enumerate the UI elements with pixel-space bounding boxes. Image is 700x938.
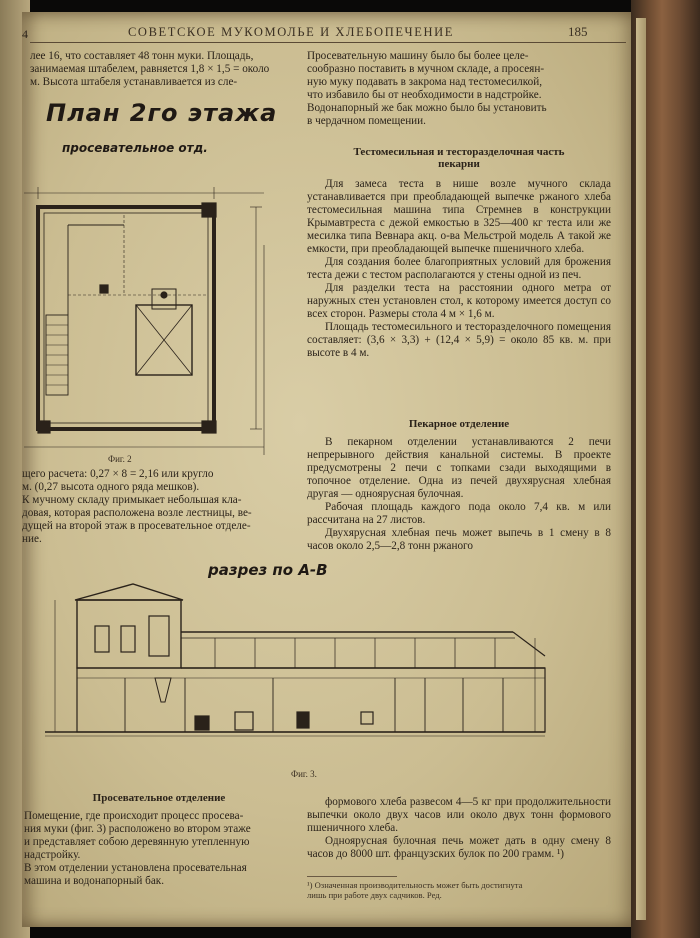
- paragraph: Для замеса теста в нише возле мучного склада устанавливается при преобладающей выпечке ржаного хлеба тестомесильная машина типа Стремнев в конструкции Крымавтреста с дежой емкостью в 325—400 кг теста или же месилка типа Вевнара акц. о-ва Мельстрой модель А такой же емкости, при преобладающей выпечке пшеничного хлеба.: [307, 178, 611, 255]
- text-line: что избавило бы от необходимости в надстройке.: [307, 89, 542, 101]
- text-line: и представляет собою деревянную утепленную: [24, 836, 250, 848]
- left-column-top-text: [30, 50, 295, 89]
- text-line: довая, которая расположена возле лестницы, ве-: [22, 507, 252, 519]
- superstructure-roof: [75, 584, 183, 600]
- text-line: лее 16, что составляет 48 тонн муки. Площадь,: [30, 50, 254, 62]
- paragraph: Рабочая площадь каждого пода около 7,4 кв. м или рассчитана на 27 листов.: [307, 501, 611, 526]
- footnote-line: ¹) Означенная производительность может быть достигнута: [307, 880, 523, 890]
- page-number: 185: [568, 24, 588, 39]
- text-line: сообразно поставить в мучном складе, а просеян-: [307, 63, 545, 75]
- paragraph: Для создания более благоприятных условий для брожения теста дежи с тестом располагаются у стены одной из печ.: [307, 256, 611, 281]
- figure-2-caption: Фиг. 2: [108, 454, 132, 464]
- heading-line: пекарни: [438, 158, 480, 170]
- text-line: В этом отделении установлена просевательная: [24, 862, 247, 874]
- building-section-drawing: [45, 582, 565, 757]
- right-column-bottom-text: [307, 796, 611, 861]
- text-line: машина и водонапорный бак.: [24, 875, 165, 887]
- figure-2-handwritten-subtitle: просевательное отд.: [62, 141, 208, 155]
- section-heading-dough: [307, 146, 611, 170]
- text-line: занимаемая штабелем, равняется 1,8 × 1,5 = около: [30, 63, 270, 75]
- text-line: Просевательную машину было бы более целе-: [307, 50, 529, 62]
- paragraph: Площадь тестомесильного и тесторазделочного помещения составляет: (3,6 × 3,3) + (12,4 × 5,9) = около 85 кв. м. при высоте в 4 м.: [307, 321, 611, 359]
- paragraph: формового хлеба развесом 4—5 кг при продолжительности выпечки около двух часов или около двух тонн формового пшеничного хлеба.: [307, 796, 611, 834]
- text-line: Помещение, где происходит процесс просева-: [24, 810, 244, 822]
- page-block-edge: [636, 18, 646, 920]
- inner-wall-line: [44, 213, 208, 423]
- left-column-mid-text: [22, 468, 294, 546]
- left-page-fragment: 4: [22, 27, 28, 41]
- header-rule: [30, 42, 626, 43]
- figure-2-handwritten-title: План 2го этажа: [46, 99, 278, 127]
- figure-3-caption: Фиг. 3.: [291, 769, 317, 779]
- text-line: м. (0,27 высота одного ряда мешков).: [22, 481, 200, 493]
- footnote: [307, 880, 611, 900]
- text-line: ние.: [22, 533, 42, 545]
- text-line: надстройку.: [24, 849, 81, 861]
- heading-line: Тестомесильная и тесторазделочная часть: [353, 146, 565, 158]
- paragraph: Двухярусная хлебная печь может выпечь в 1 смену в 8 часов около 2,5—2,8 тонн ржаного: [307, 527, 611, 552]
- outer-wall: [38, 207, 214, 429]
- text-line: дущей на второй этаж в просевательное отделе-: [22, 520, 251, 532]
- section-bakery-text: [307, 436, 611, 553]
- paragraph: Для разделки теста на расстоянии одного метра от наружных стен установлен стол, к которому имеется доступ со всех сторон. Размеры стола 4 м × 1,6 м.: [307, 282, 611, 320]
- text-line: ную муку подавать в закрома над тестомесилкой,: [307, 76, 542, 88]
- section-heading-sifting: Просевательное отделение: [92, 792, 226, 804]
- text-line: Водонапорный же бак можно было бы установить: [307, 102, 547, 114]
- superstructure: [77, 600, 181, 668]
- ground-floor: [77, 668, 545, 732]
- text-line: в чердачном помещении.: [307, 115, 426, 127]
- text-line: К мучному складу примыкает небольшая кла-: [22, 494, 242, 506]
- floor-plan-drawing: [24, 185, 284, 465]
- paragraph: Одноярусная булочная печь может дать в одну смену 8 часов до 8000 шт. французских булок по 200 грамм. ¹): [307, 835, 611, 860]
- right-column-intro: [307, 50, 611, 128]
- text-line: щего расчета: 0,27 × 8 = 2,16 или кругло: [22, 468, 214, 480]
- left-column-bottom-text: [24, 810, 294, 888]
- running-header: [128, 19, 628, 41]
- section-heading-bakery: Пекарное отделение: [408, 418, 510, 430]
- figure-3-handwritten-title: разрез по А-В: [208, 561, 328, 579]
- text-line: ния муки (фиг. 3) расположено во втором этаже: [24, 823, 251, 835]
- journal-title: СОВЕТСКОЕ МУКОМОЛЬЕ И ХЛЕБОПЕЧЕНИЕ: [128, 25, 455, 39]
- section-dough-text: [307, 178, 611, 360]
- text-line: м. Высота штабеля устанавливается из сле-: [30, 76, 238, 88]
- footnote-line: лишь при работе двух садчиков. Ред.: [307, 890, 442, 900]
- paragraph: В пекарном отделении устанавливаются 2 печи непрерывного действия канальной системы. В проекте предусмотрены 2 печи с топками сзади выходящими в топочное отделение. Одна из печей двухярусная хлебная другая — одноярусная булочная.: [307, 436, 611, 500]
- footnote-rule: [307, 876, 397, 877]
